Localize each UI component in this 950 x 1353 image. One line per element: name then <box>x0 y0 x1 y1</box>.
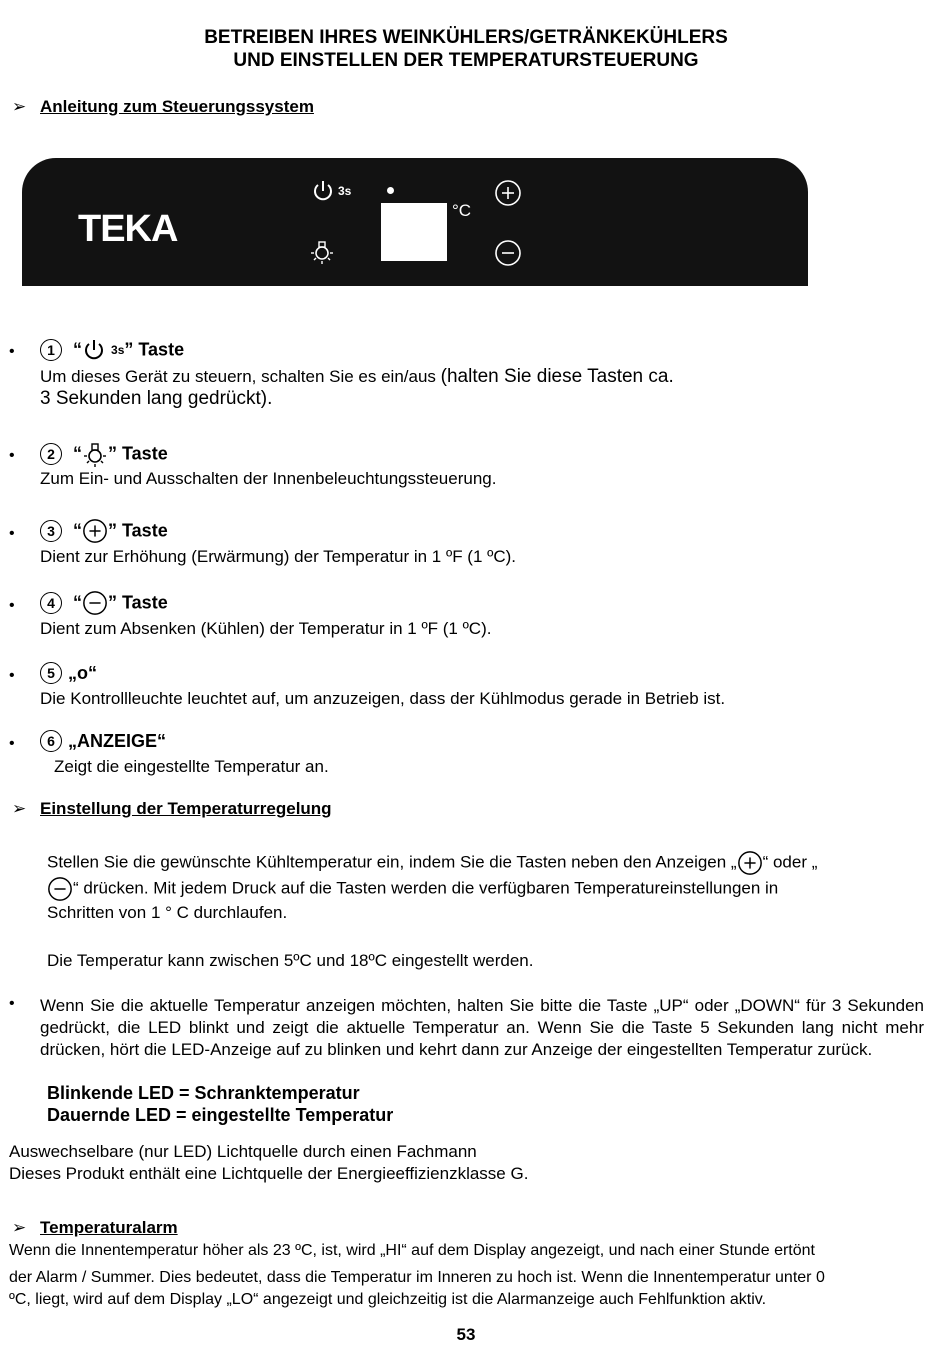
temperature-range-text: Die Temperatur kann zwischen 5ºC und 18ºC eingestellt werden. <box>47 951 534 970</box>
item-1-line2: 3 Sekunden lang gedrückt). <box>40 388 273 409</box>
light-source-line2: Dieses Produkt enthält eine Lichtquelle der Energieeffizienzklasse G. <box>9 1164 529 1183</box>
item-1-line1a: Um dieses Gerät zu steuern, schalten Sie es ein/aus <box>40 367 441 386</box>
section-heading-control <box>12 97 314 117</box>
plus-icon <box>82 518 108 544</box>
alarm-line3: ºC, liegt, wird auf dem Display „LO“ angezeigt und gleichzeitig ist die Alarmanzeige auch Fehlfunktion aktiv. <box>9 1291 767 1308</box>
quote-open: “ <box>73 443 83 464</box>
minus-icon <box>82 590 108 616</box>
light-bulb-icon <box>82 440 108 468</box>
item-4-text: Dient zum Absenken (Kühlen) der Temperatur in 1 ºF (1 ºC). <box>40 619 492 638</box>
plus-icon <box>737 850 763 876</box>
bullet-icon: • <box>9 525 15 542</box>
power-icon <box>311 179 335 203</box>
bullet-icon: • <box>9 995 15 1012</box>
item-number: 1 <box>40 339 62 361</box>
alarm-line1: Wenn die Innentemperatur höher als 23 ºC, ist, wird „HI“ auf dem Display angezeigt, und nach einer Stunde ertönt <box>9 1242 815 1259</box>
item-number: 4 <box>40 592 62 614</box>
minus-icon <box>494 239 522 267</box>
temperature-setting-paragraph <box>47 850 932 924</box>
bullet-icon: • <box>9 667 15 684</box>
item-5-heading <box>40 662 97 684</box>
section-heading-temperature-control <box>12 799 332 819</box>
bullet-icon: • <box>9 343 15 360</box>
item-4-label: ” Taste <box>108 592 168 613</box>
bullet-icon: • <box>9 735 15 752</box>
item-6-text: Zeigt die eingestellte Temperatur an. <box>54 757 329 776</box>
plus-icon <box>494 179 522 207</box>
p1-part-b: “ oder „ <box>762 852 818 872</box>
item-1-heading <box>40 338 184 362</box>
section-heading-temperature-alarm <box>12 1218 178 1238</box>
bullet-icon: • <box>9 447 15 464</box>
page-title-line1: BETREIBEN IHRES WEINKÜHLERS/GETRÄNKEKÜHLERS <box>204 27 728 48</box>
item-3-heading <box>40 518 168 544</box>
light-bulb-icon <box>309 237 335 265</box>
quote-open: “ <box>73 592 83 613</box>
page-title-line2: UND EINSTELLEN DER TEMPERATURSTEUERUNG <box>233 50 699 71</box>
quote-open: “ <box>73 520 83 541</box>
cooling-indicator-dot <box>387 187 394 194</box>
item-5-label: „o“ <box>68 662 97 683</box>
p1-part-d: Schritten von 1 ° C durchlaufen. <box>47 903 288 922</box>
item-1-label: ” Taste <box>124 339 185 360</box>
arrow-bullet-icon: ➢ <box>12 97 27 116</box>
item-number: 2 <box>40 443 62 465</box>
section-heading-text: Anleitung zum Steuerungssystem <box>40 97 314 116</box>
item-1-text <box>40 366 674 410</box>
minus-icon <box>47 876 73 902</box>
arrow-bullet-icon: ➢ <box>12 799 27 818</box>
item-2-heading <box>40 440 168 468</box>
item-2-text: Zum Ein- und Ausschalten der Innenbeleuchtungssteuerung. <box>40 469 497 488</box>
temperature-display <box>381 203 447 261</box>
arrow-bullet-icon: ➢ <box>12 1218 27 1237</box>
hold-3s-label: 3s <box>111 343 125 357</box>
power-icon <box>82 338 106 362</box>
p1-part-a: Stellen Sie die gewünschte Kühltemperatur ein, indem Sie die Tasten neben den Anzeigen „ <box>47 852 737 872</box>
item-number: 6 <box>40 730 62 752</box>
hold-3s-label: 3s <box>338 184 352 198</box>
light-source-line1: Auswechselbare (nur LED) Lichtquelle durch einen Fachmann <box>9 1142 477 1161</box>
unit-label: °C <box>452 201 472 220</box>
teka-logo: TEKA <box>78 208 178 250</box>
item-1-line1b: (halten Sie diese Tasten ca. <box>440 366 674 387</box>
p1-part-c: “ drücken. Mit jedem Druck auf die Tasten werden die verfügbaren Temperatureinstellungen in <box>73 878 779 898</box>
alarm-line2: der Alarm / Summer. Dies bedeutet, dass die Temperatur im Inneren zu hoch ist. Wenn die Innentemperatur unter 0 <box>9 1269 825 1286</box>
item-3-text: Dient zur Erhöhung (Erwärmung) der Temperatur in 1 ºF (1 ºC). <box>40 547 517 566</box>
section-heading-text: Einstellung der Temperaturregelung <box>40 799 332 818</box>
steady-led-note: Dauernde LED = eingestellte Temperatur <box>47 1105 394 1125</box>
bullet-icon: • <box>9 597 15 614</box>
quote-open: “ <box>73 339 83 360</box>
item-6-label: „ANZEIGE“ <box>68 730 167 751</box>
item-6-heading <box>40 730 166 752</box>
item-number: 5 <box>40 662 62 684</box>
section-heading-text: Temperaturalarm <box>40 1218 178 1237</box>
item-number: 3 <box>40 520 62 542</box>
item-3-label: ” Taste <box>108 520 168 541</box>
item-5-text: Die Kontrollleuchte leuchtet auf, um anzuzeigen, dass der Kühlmodus gerade in Betrieb ist. <box>40 689 726 708</box>
page-number: 53 <box>456 1325 476 1344</box>
blinking-led-note: Blinkende LED = Schranktemperatur <box>47 1083 360 1103</box>
item-2-label: ” Taste <box>108 443 168 464</box>
item-4-heading <box>40 590 168 616</box>
current-temperature-paragraph: Wenn Sie die aktuelle Temperatur anzeigen möchten, halten Sie bitte die Taste „UP“ oder „DOWN“ für 3 Sekunden gedrückt, die LED blinkt und zeigt die aktuelle Temperatur an. Wenn Sie die Taste 5 Sekunden lang nicht mehr drücken, hört die LED-Anzeige auf zu blinken und kehrt dann zur Anzeige der eingestellten Temperatur zurück. <box>40 996 924 1059</box>
